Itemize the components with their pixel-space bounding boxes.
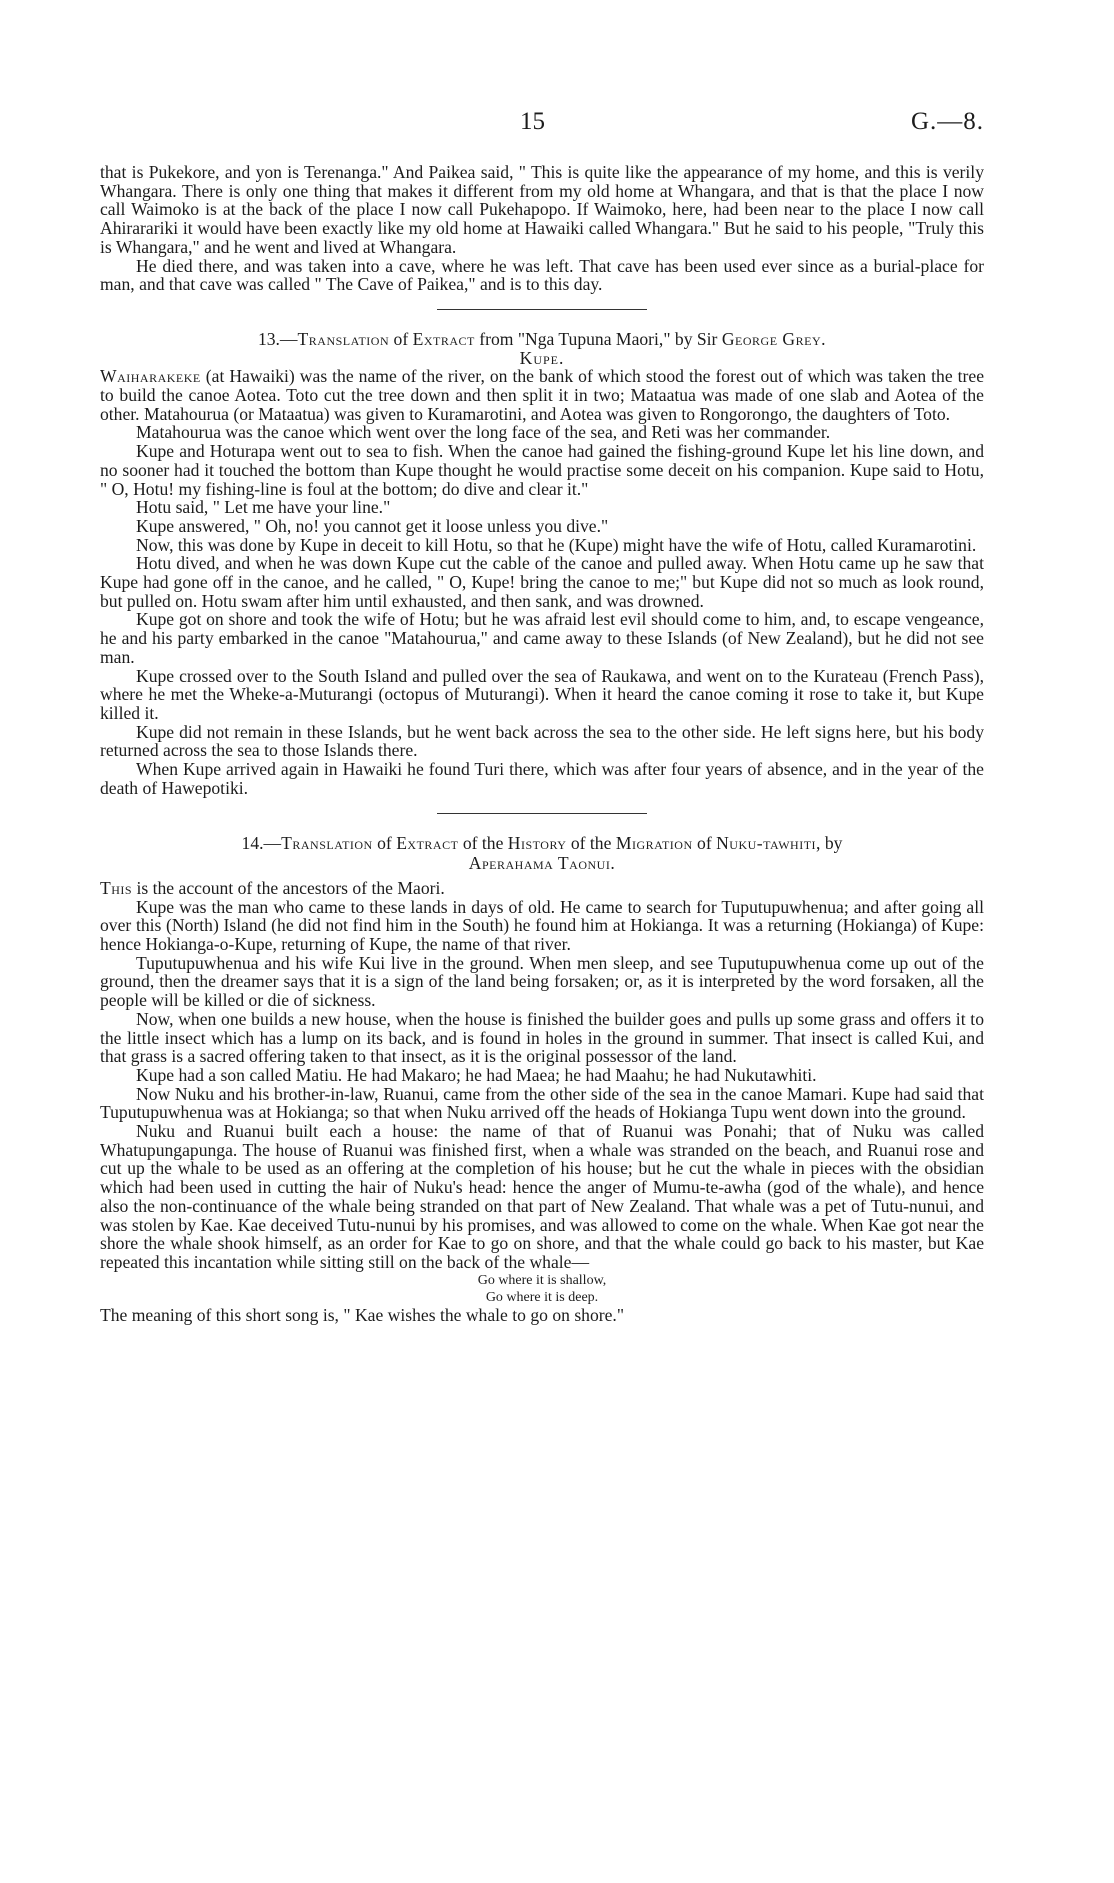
paragraph: This is the account of the ancestors of the Maori. <box>100 877 445 898</box>
paragraph: Now Nuku and his brother-in-law, Ruanui, came from the other side of the sea in the canoe Mamari. Kupe had said that Tuputupuwhenua was at Hokianga; so that when Nuku arrived off the heads of Hokianga Tupu went down into the ground. <box>100 1083 984 1123</box>
section-divider <box>437 309 647 310</box>
paragraph: He died there, and was taken into a cave, where he was left. That cave has been used ever since as a burial-place for man, and that cave was called " The Cave of Paikea," and is to this day. <box>100 255 984 295</box>
verse-line: Go where it is shallow, <box>477 1272 607 1288</box>
document-reference: G.—8. <box>910 108 984 135</box>
paragraph: Kupe and Hoturapa went out to sea to fish. When the canoe had gained the fishing-ground Kupe let his line down, and no sooner had it touched the bottom than Kupe thought he would practise some deceit on his companion. Kupe said to Hotu, " O, Hotu! my fishing-line is foul at the bottom; do dive and clear it." <box>100 441 984 499</box>
page-number: 15 <box>520 108 545 135</box>
paragraph: Nuku and Ruanui built each a house: the name of that of Ruanui was Ponahi; that of Nuku was called Whatupungapunga. The house of Ruanui was finished first, when a whale was stranded on the beach, and Ruanui rose and cut up the whale to be used as an offering at the completion of his house; but he cut the whale in pieces with the obsidian which had been used in cutting the hair of Nuku's head: hence the anger of Mumu-te-awha (god of the whale), and hence also the non-continuance of the whale being stranded on that part of New Zealand. That whale was a pet of Tutu-nunui, and was stolen by Kae. Kae deceived Tutu-nunui by his promises, and was allowed to come on the whale. When Kae got near the shore the whale shook himself, as an order for Kae to go on shore, and that the whale could go back to his master, but Kae repeated this incantation while sitting still on the back of the whale— <box>100 1121 984 1272</box>
section-heading-13: 13.—Translation of Extract from "Nga Tupuna Maori," by Sir George Grey. <box>257 328 827 349</box>
section-divider <box>437 813 647 814</box>
paragraph: Kupe did not remain in these Islands, but he went back across the sea to the other side. He left signs here, but his body returned across the sea to those Islands there. <box>100 721 984 761</box>
paragraph: Tuputupuwhenua and his wife Kui live in the ground. When men sleep, and see Tuputupuwhenua come up out of the ground, then the dreamer says that it is a sign of the land being forsaken; or, as it is interpreted by the word forsaken, all the people will be killed or die of sickness. <box>100 952 984 1011</box>
page-body <box>100 163 984 1324</box>
verse-line: Go where it is deep. <box>485 1289 599 1305</box>
paragraph: Matahourua was the canoe which went over the long face of the sea, and Reti was her commander. <box>136 422 831 443</box>
paragraph: When Kupe arrived again in Hawaiki he found Turi there, which was after four years of absence, and in the year of the death of Hawepotiki. <box>100 759 984 798</box>
verse-block <box>100 1272 984 1306</box>
paragraph: Now, this was done by Kupe in deceit to kill Hotu, so that he (Kupe) might have the wife of Hotu, called Kuramarotini. <box>136 534 977 555</box>
section-subheading: Kupe. <box>519 347 565 368</box>
paragraph: Hotu said, " Let me have your line." <box>136 497 391 518</box>
paragraph: that is Pukekore, and yon is Terenanga." And Paikea said, " This is quite like the appearance of my home, and this is verily Whangara. There is only one thing that makes it different from my old home at Whangara, and that is that the place I now call Waimoko is at the back of the place I now call Pukehapopo. If Waimoko, here, had been near to the place I now call Ahirarariki it would have been exactly like my old home at Hawaiki called Whangara." But he said to his people, "Truly this is Whangara," and he went and lived at Whangara. <box>100 162 984 257</box>
paragraph: Now, when one builds a new house, when the house is finished the builder goes and pulls up some grass and offers it to the little insect which has a lump on its back, and is found in holes in the ground in summer. That insect is called Kui, and that grass is a sacred offering taken to that insect, as it is the original possessor of the land. <box>100 1008 984 1067</box>
paragraph: Hotu dived, and when he was down Kupe cut the cable of the canoe and pulled away. When Hotu came up he saw that Kupe had gone off in the canoe, and he called, " O, Kupe! bring the canoe to me;" but Kupe did not so much as look round, but pulled on. Hotu swam after him until exhausted, and then sank, and was drowned. <box>100 553 984 611</box>
lead-word: Waiharakeke <box>100 366 201 387</box>
paragraph: Kupe had a son called Matiu. He had Makaro; he had Maea; he had Maahu; he had Nukutawhiti. <box>136 1064 817 1085</box>
paragraph: Kupe answered, " Oh, no! you cannot get it loose unless you dive." <box>136 515 609 536</box>
section-heading-14: 14.—Translation of Extract of the History of the Migration of Nuku-tawhiti, by <box>241 832 843 853</box>
paragraph: Kupe crossed over to the South Island and pulled over the sea of Raukawa, and went on to the Kurateau (French Pass), where he met the Wheke-a-Muturangi (octopus of Muturangi). When it heard the canoe coming it rose to take it, but Kupe killed it. <box>100 665 984 723</box>
paragraph: Kupe was the man who came to these lands in days of old. He came to search for Tuputupuwhenua; and after going all over this (North) Island (he did not find him in the South) he found him at Hokianga. It was a returning (Hokianga) of Kupe: hence Hokianga-o-Kupe, returning of Kupe, the name of that river. <box>100 896 984 955</box>
paragraph: Waiharakeke (at Hawaiki) was the name of the river, on the bank of which stood the forest out of which was taken the tree to build the canoe Aotea. Toto cut the tree down and then split it in two; Mataatua was made of one slab and Aotea of the other. Matahourua (or Mataatua) was given to Kuramarotini, and Aotea was given to Rongorongo, the daughters of Toto. <box>100 366 984 424</box>
paragraph: The meaning of this short song is, " Kae wishes the whale to go on shore." <box>100 1304 625 1325</box>
section-heading-author: Aperahama Taonui. <box>468 853 616 874</box>
paragraph: Kupe got on shore and took the wife of Hotu; but he was afraid lest evil should come to him, and, to escape vengeance, he and his party embarked in the canoe "Matahourua," and came away to these Islands (of New Zealand), but he did not see man. <box>100 609 984 667</box>
lead-word: This <box>100 877 133 898</box>
